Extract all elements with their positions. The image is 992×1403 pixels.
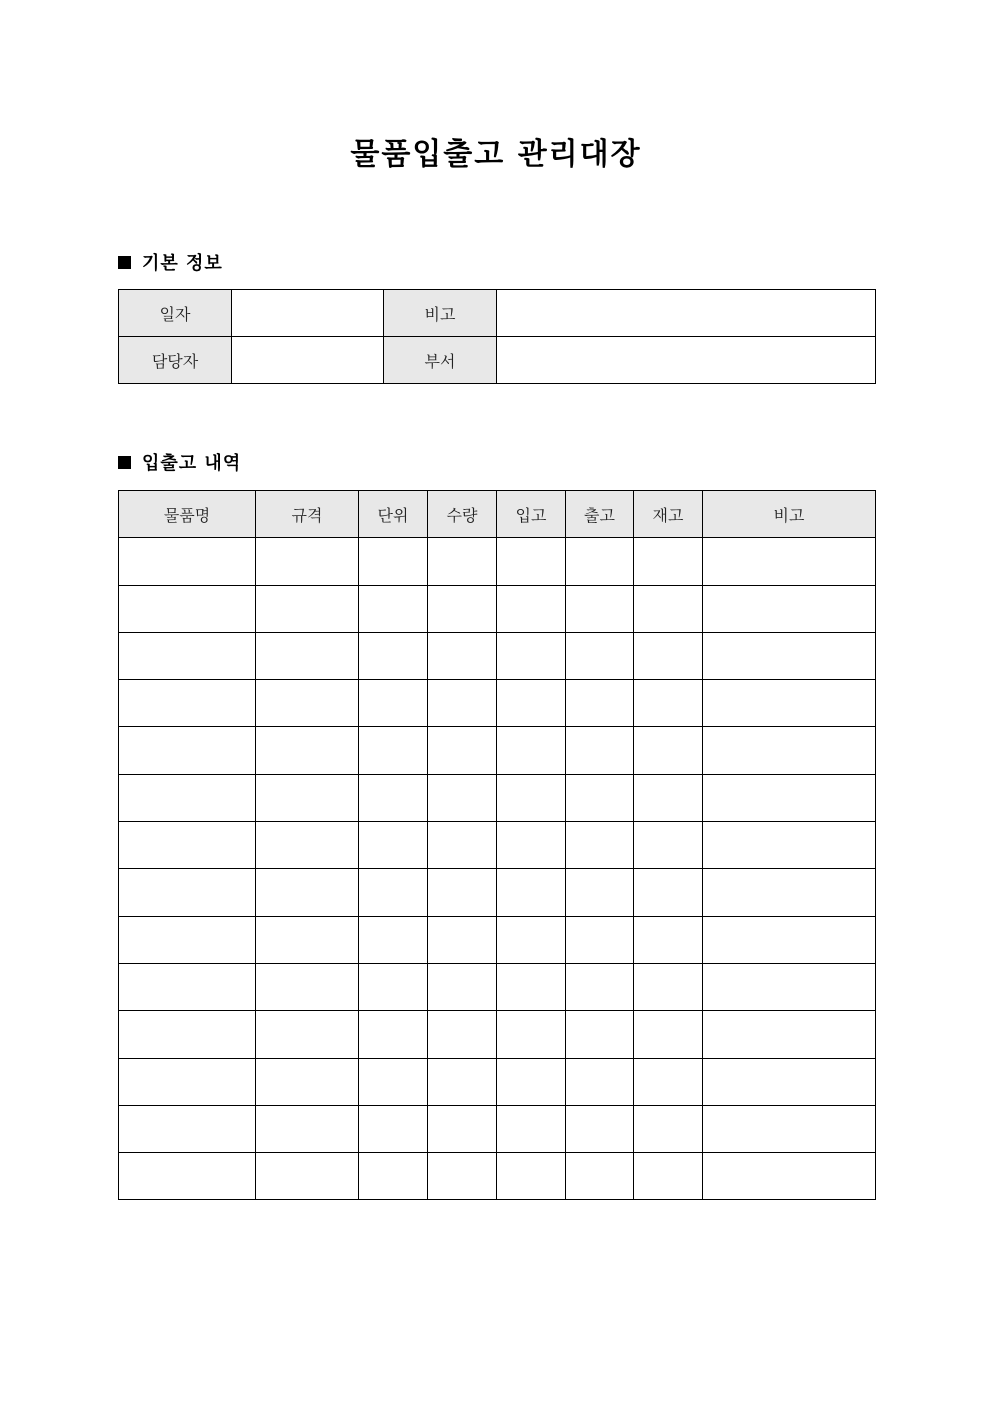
table-cell[interactable] xyxy=(634,1153,703,1200)
page-title: 물품입출고 관리대장 xyxy=(350,137,642,172)
records-heading xyxy=(118,452,241,476)
table-cell[interactable] xyxy=(256,916,359,963)
table-cell[interactable] xyxy=(566,680,634,727)
table-cell[interactable] xyxy=(428,916,497,963)
table-cell[interactable] xyxy=(119,916,256,963)
table-cell[interactable] xyxy=(256,963,359,1010)
table-cell[interactable] xyxy=(497,632,566,679)
table-cell[interactable] xyxy=(256,822,359,869)
date-field[interactable] xyxy=(232,290,384,337)
table-cell[interactable] xyxy=(703,1105,876,1152)
table-cell[interactable] xyxy=(566,727,634,774)
table-cell[interactable] xyxy=(256,680,359,727)
table-cell[interactable] xyxy=(428,727,497,774)
column-header-outgoing: 출고 xyxy=(566,491,634,538)
table-cell[interactable] xyxy=(497,585,566,632)
table-cell[interactable] xyxy=(634,1011,703,1058)
table-cell[interactable] xyxy=(119,1105,256,1152)
table-row xyxy=(119,1058,876,1105)
table-cell[interactable] xyxy=(497,822,566,869)
column-header-stock: 재고 xyxy=(634,491,703,538)
date-label: 일자 xyxy=(119,290,232,337)
table-row xyxy=(119,680,876,727)
remarks-label: 비고 xyxy=(384,290,497,337)
table-row xyxy=(119,632,876,679)
department-label: 부서 xyxy=(384,337,497,384)
table-cell[interactable] xyxy=(359,1105,428,1152)
column-header-unit: 단위 xyxy=(359,491,428,538)
table-cell[interactable] xyxy=(566,963,634,1010)
table-row xyxy=(119,1153,876,1200)
column-header-quantity: 수량 xyxy=(428,491,497,538)
table-cell[interactable] xyxy=(428,1153,497,1200)
table-cell[interactable] xyxy=(256,632,359,679)
table-cell[interactable] xyxy=(119,822,256,869)
table-cell[interactable] xyxy=(428,585,497,632)
basic-info-row xyxy=(119,290,876,337)
table-cell[interactable] xyxy=(566,869,634,916)
table-cell[interactable] xyxy=(359,869,428,916)
column-header-item-name: 물품명 xyxy=(119,491,256,538)
table-cell[interactable] xyxy=(428,822,497,869)
square-bullet-icon xyxy=(118,256,131,269)
basic-info-row xyxy=(119,337,876,384)
table-cell[interactable] xyxy=(566,632,634,679)
table-cell[interactable] xyxy=(703,727,876,774)
table-cell[interactable] xyxy=(359,727,428,774)
table-cell[interactable] xyxy=(703,538,876,585)
manager-field[interactable] xyxy=(232,337,384,384)
table-cell[interactable] xyxy=(256,585,359,632)
table-cell[interactable] xyxy=(497,1058,566,1105)
table-cell[interactable] xyxy=(634,916,703,963)
table-cell[interactable] xyxy=(119,963,256,1010)
table-cell[interactable] xyxy=(119,680,256,727)
table-cell[interactable] xyxy=(497,1105,566,1152)
table-cell[interactable] xyxy=(703,916,876,963)
table-cell[interactable] xyxy=(497,963,566,1010)
table-cell[interactable] xyxy=(359,1058,428,1105)
table-cell[interactable] xyxy=(119,632,256,679)
table-cell[interactable] xyxy=(256,1105,359,1152)
table-cell[interactable] xyxy=(566,822,634,869)
table-cell[interactable] xyxy=(703,1058,876,1105)
table-cell[interactable] xyxy=(256,538,359,585)
records-heading-text: 입출고 내역 xyxy=(142,453,242,474)
department-field[interactable] xyxy=(497,337,876,384)
table-cell[interactable] xyxy=(428,538,497,585)
table-cell[interactable] xyxy=(566,1105,634,1152)
records-header-row xyxy=(119,491,876,538)
table-cell[interactable] xyxy=(703,680,876,727)
manager-label: 담당자 xyxy=(119,337,232,384)
table-cell[interactable] xyxy=(428,963,497,1010)
table-cell[interactable] xyxy=(256,869,359,916)
table-cell[interactable] xyxy=(359,538,428,585)
column-header-spec: 규격 xyxy=(256,491,359,538)
table-row xyxy=(119,1011,876,1058)
table-cell[interactable] xyxy=(566,585,634,632)
table-cell[interactable] xyxy=(256,1011,359,1058)
table-row xyxy=(119,538,876,585)
table-row xyxy=(119,869,876,916)
table-cell[interactable] xyxy=(703,822,876,869)
table-cell[interactable] xyxy=(634,963,703,1010)
table-cell[interactable] xyxy=(497,727,566,774)
table-cell[interactable] xyxy=(634,822,703,869)
table-row xyxy=(119,822,876,869)
table-cell[interactable] xyxy=(119,585,256,632)
table-cell[interactable] xyxy=(634,585,703,632)
table-cell[interactable] xyxy=(119,869,256,916)
table-cell[interactable] xyxy=(566,1058,634,1105)
table-row xyxy=(119,963,876,1010)
table-cell[interactable] xyxy=(634,727,703,774)
table-cell[interactable] xyxy=(359,585,428,632)
table-cell[interactable] xyxy=(634,869,703,916)
table-cell[interactable] xyxy=(359,680,428,727)
table-cell[interactable] xyxy=(703,1011,876,1058)
table-cell[interactable] xyxy=(256,774,359,821)
table-cell[interactable] xyxy=(428,869,497,916)
table-cell[interactable] xyxy=(566,1011,634,1058)
table-cell[interactable] xyxy=(566,774,634,821)
records-body xyxy=(119,538,876,1200)
table-cell[interactable] xyxy=(359,1153,428,1200)
table-cell[interactable] xyxy=(119,1011,256,1058)
table-cell[interactable] xyxy=(703,963,876,1010)
table-cell[interactable] xyxy=(634,680,703,727)
table-cell[interactable] xyxy=(634,538,703,585)
table-cell[interactable] xyxy=(634,632,703,679)
table-cell[interactable] xyxy=(497,869,566,916)
column-header-incoming: 입고 xyxy=(497,491,566,538)
table-cell[interactable] xyxy=(256,1153,359,1200)
table-cell[interactable] xyxy=(497,916,566,963)
table-cell[interactable] xyxy=(119,1153,256,1200)
table-cell[interactable] xyxy=(359,1011,428,1058)
table-cell[interactable] xyxy=(497,1153,566,1200)
table-cell[interactable] xyxy=(497,680,566,727)
table-cell[interactable] xyxy=(359,774,428,821)
table-cell[interactable] xyxy=(703,774,876,821)
table-cell[interactable] xyxy=(428,1011,497,1058)
table-cell[interactable] xyxy=(428,632,497,679)
table-cell[interactable] xyxy=(566,1153,634,1200)
basic-info-heading-text: 기본 정보 xyxy=(142,253,223,274)
table-cell[interactable] xyxy=(359,822,428,869)
basic-info-table xyxy=(118,289,876,384)
table-cell[interactable] xyxy=(428,1058,497,1105)
table-cell[interactable] xyxy=(119,727,256,774)
table-cell[interactable] xyxy=(634,1058,703,1105)
table-cell[interactable] xyxy=(634,774,703,821)
table-cell[interactable] xyxy=(119,1058,256,1105)
table-row xyxy=(119,727,876,774)
table-cell[interactable] xyxy=(359,632,428,679)
table-row xyxy=(119,585,876,632)
table-cell[interactable] xyxy=(428,1105,497,1152)
table-cell[interactable] xyxy=(703,1153,876,1200)
table-cell[interactable] xyxy=(256,1058,359,1105)
square-bullet-icon xyxy=(118,456,131,469)
table-cell[interactable] xyxy=(566,916,634,963)
table-cell[interactable] xyxy=(497,538,566,585)
table-row xyxy=(119,916,876,963)
table-cell[interactable] xyxy=(566,538,634,585)
table-cell[interactable] xyxy=(256,727,359,774)
table-row xyxy=(119,1105,876,1152)
table-cell[interactable] xyxy=(703,632,876,679)
table-cell[interactable] xyxy=(634,1105,703,1152)
table-cell[interactable] xyxy=(119,538,256,585)
table-cell[interactable] xyxy=(359,916,428,963)
table-cell[interactable] xyxy=(497,774,566,821)
table-cell[interactable] xyxy=(497,1011,566,1058)
table-cell[interactable] xyxy=(359,963,428,1010)
table-cell[interactable] xyxy=(119,774,256,821)
table-cell[interactable] xyxy=(703,869,876,916)
records-table xyxy=(118,490,876,1200)
remarks-field[interactable] xyxy=(497,290,876,337)
table-cell[interactable] xyxy=(703,585,876,632)
table-cell[interactable] xyxy=(428,680,497,727)
table-row xyxy=(119,774,876,821)
table-cell[interactable] xyxy=(428,774,497,821)
column-header-remarks: 비고 xyxy=(703,491,876,538)
basic-info-heading xyxy=(118,252,223,276)
